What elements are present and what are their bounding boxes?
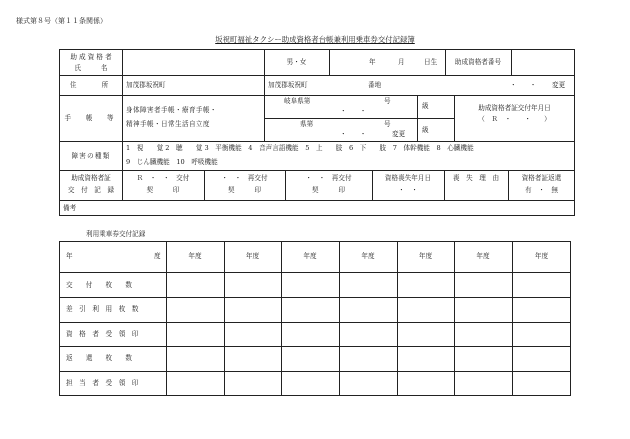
issue-col3-seal: 契 印 — [312, 186, 345, 194]
usage-row-divider — [59, 272, 571, 273]
new-address-prefix: 加茂郡坂祝町 — [268, 81, 308, 89]
year-col-3: 年度 — [303, 252, 317, 260]
pref-gifu: 岐阜県第 — [284, 97, 311, 105]
row-label-receipt-seal: 資 格 者 受 領 印 — [66, 330, 139, 338]
techo-types-1: 身体障害者手帳・療育手帳・ — [126, 106, 217, 114]
year-col-7: 年度 — [534, 252, 549, 260]
kyu-2: 級 — [422, 126, 429, 134]
techo-date-2: ・ ・ — [340, 130, 367, 138]
issue-label-2: 交 付 記 録 — [67, 186, 115, 194]
address-prefix: 加茂郡坂祝町 — [126, 81, 166, 89]
cert-date-label: 助成資格者証交付年月日 — [478, 104, 551, 112]
usage-col-divider — [224, 241, 225, 396]
row-label-staff-seal: 担 当 者 受 領 印 — [66, 379, 139, 387]
address-change-date: ・ ・ — [510, 81, 537, 89]
year-col-5: 年度 — [418, 252, 433, 260]
go-1: 号 — [384, 97, 391, 105]
col-divider — [122, 95, 123, 141]
techo-label: 手 帳 等 — [64, 114, 118, 122]
name-label: 助 成 資 格 者 — [70, 53, 112, 61]
pref-other: 県第 — [300, 120, 314, 128]
col-divider — [417, 95, 418, 141]
cert-date-value: （ Ｒ ・ ・ ） — [478, 115, 551, 123]
issue-label: 助成資格者証 — [71, 174, 111, 182]
address-label: 住 所 — [69, 81, 113, 89]
usage-col-divider — [281, 241, 282, 396]
col-divider — [122, 75, 123, 95]
col-divider — [264, 95, 265, 141]
usage-row-divider — [59, 322, 571, 323]
usage-col-divider — [397, 241, 398, 396]
col-divider — [122, 49, 123, 75]
year-col-4: 年度 — [361, 252, 375, 260]
col-divider — [122, 141, 123, 170]
techo-types-2: 精神手帳・日常生活自立度 — [126, 120, 210, 128]
techo-split — [264, 118, 454, 119]
row-divider — [59, 200, 575, 201]
usage-row-divider — [59, 371, 571, 372]
issue-col3-date: ・ ・ 再交付 — [305, 174, 352, 182]
usage-section-title: 利用乗車券交付記録 — [86, 230, 146, 238]
row-divider — [59, 170, 575, 171]
dob-month: 月 — [398, 58, 405, 66]
usage-row-divider — [59, 297, 571, 298]
usage-table — [59, 241, 571, 396]
address-change: 変更 — [552, 81, 566, 89]
go-2: 号 — [384, 120, 391, 128]
row-divider — [59, 95, 575, 96]
disability-options-1: 1 視 覚 2 聴 覚 3 平衡機能 4 音声言語機能 5 上 肢 6 下 肢 7 体幹機能 8 心臓機能 — [126, 144, 474, 152]
disability-label: 障害の種類 — [71, 152, 111, 160]
issue-col1-seal: 契 印 — [146, 186, 180, 194]
lost-date-value: ・ ・ — [398, 186, 418, 194]
row-label-returned: 返 還 枚 数 — [66, 354, 132, 362]
year-col-1: 年度 — [188, 252, 202, 260]
techo-change: 変更 — [392, 130, 406, 138]
techo-date-1: ・ ・ — [340, 107, 367, 115]
dob-day: 日生 — [424, 58, 438, 66]
usage-col-divider — [454, 241, 455, 396]
issue-col1-date: Ｒ ・ ・ 交付 — [136, 174, 190, 182]
remarks-label: 備考 — [63, 204, 77, 212]
col-divider — [511, 49, 512, 75]
lost-reason-label: 喪 失 理 由 — [452, 174, 500, 182]
year-col-6: 年度 — [476, 252, 490, 260]
year-col-2: 年度 — [245, 252, 260, 260]
col-divider — [264, 75, 265, 95]
usage-row-divider — [59, 346, 571, 347]
qual-no-label: 助成資格者番号 — [454, 58, 502, 66]
usage-col-divider — [512, 241, 513, 396]
disability-options-2: 9 じん臓機能 10 呼吸機能 — [126, 158, 218, 166]
lost-date-label: 資格喪失年月日 — [384, 174, 432, 182]
form-id: 様式第８号（第１１条関係） — [16, 17, 107, 25]
name-label-2: 氏 名 — [74, 64, 108, 72]
row-divider — [59, 75, 575, 76]
row-divider — [59, 141, 575, 142]
kyu-1: 級 — [422, 102, 429, 110]
usage-col-divider — [166, 241, 167, 396]
usage-year-label-left: 年 — [66, 252, 73, 260]
col-divider — [329, 49, 330, 75]
row-label-issued: 交 付 枚 数 — [66, 281, 132, 289]
page-title: 坂祝町福祉タクシー助成資格者台帳兼利用乗車券交付記録簿 — [215, 35, 415, 44]
sex-field: 男・女 — [286, 58, 307, 66]
return-value: 有 ・ 無 — [525, 186, 558, 194]
usage-col-divider — [339, 241, 340, 396]
usage-year-label-right: 度 — [154, 252, 161, 260]
issue-col2-seal: 契 印 — [228, 186, 261, 194]
dob-year: 年 — [369, 58, 376, 66]
issue-col2-date: ・ ・ 再交付 — [221, 174, 268, 182]
row-label-used: 差 引 利 用 枚 数 — [66, 305, 139, 313]
banchi: 番地 — [368, 81, 382, 89]
return-label: 資格者証返還 — [521, 174, 562, 182]
